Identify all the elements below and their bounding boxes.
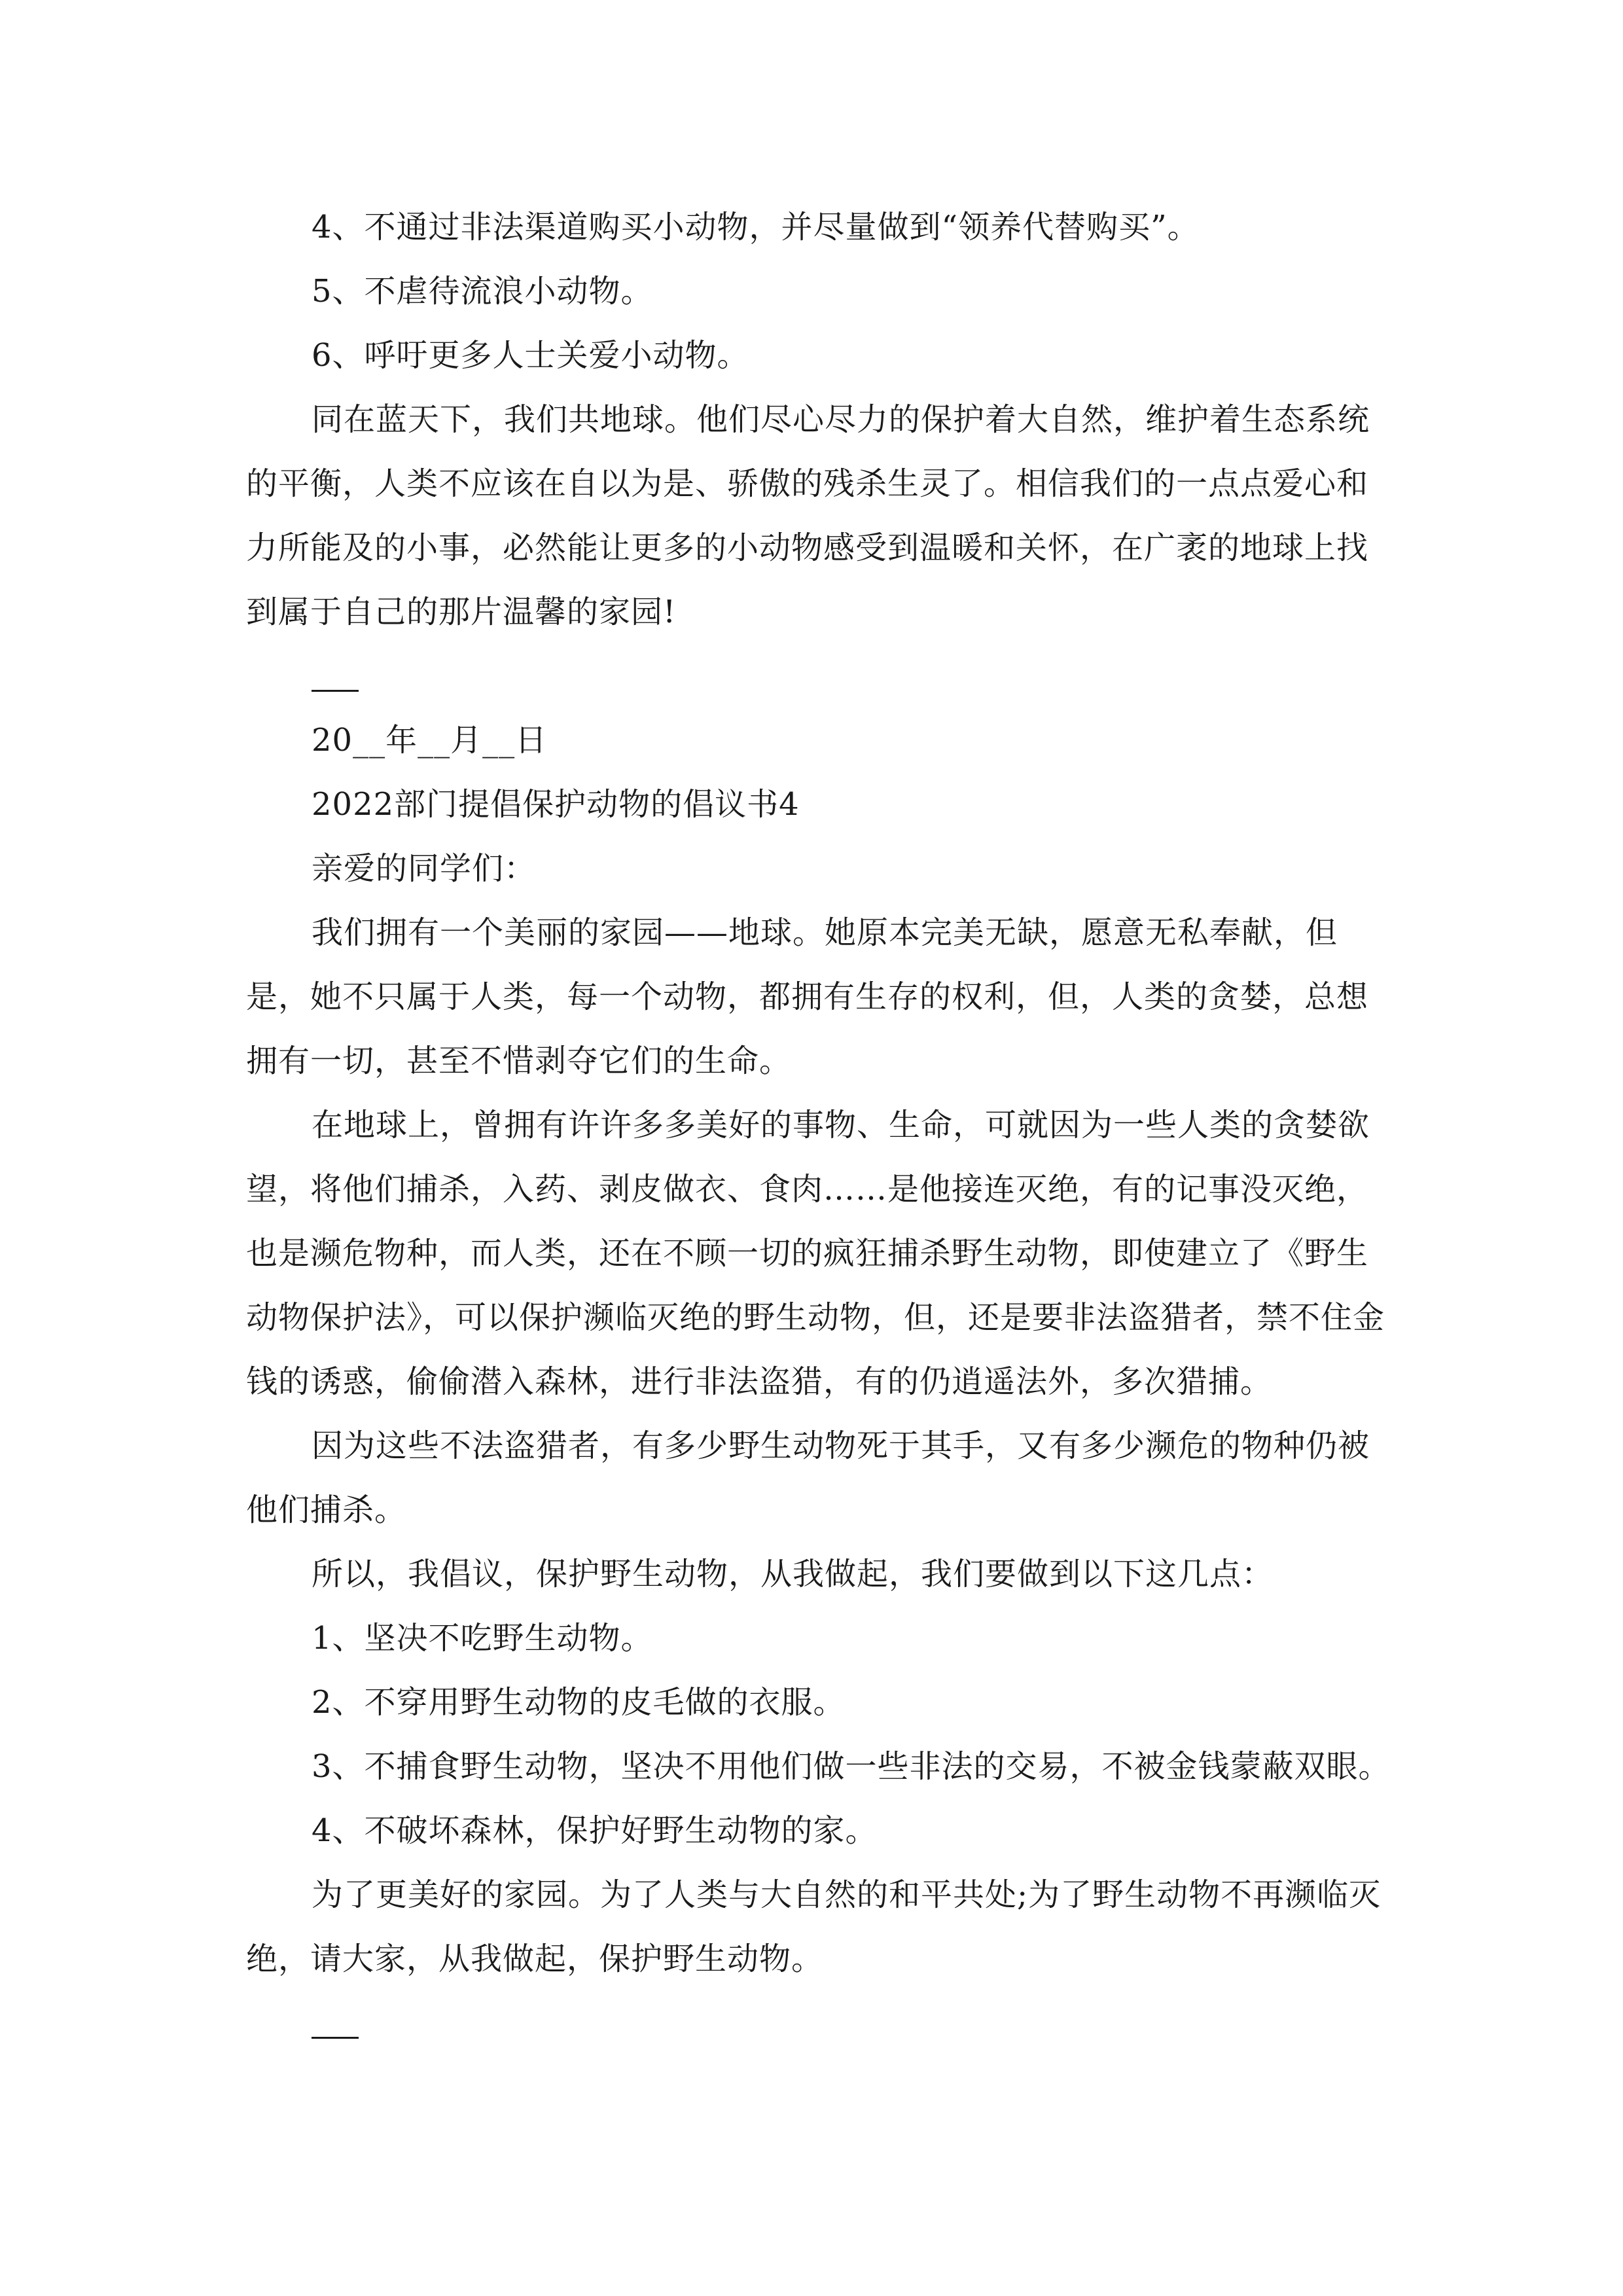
list-item: 5、不虐待流浪小动物。 xyxy=(312,273,653,310)
list-item: 1、坚决不吃野生动物。 xyxy=(312,1620,653,1657)
paragraph: 在地球上，曾拥有许许多多美好的事物、生命，可就因为一些人类的贪婪欲望，将他们捕杀，入药、剥皮做衣、食肉……是他接连灭绝，有的记事没灭绝，也是濒危物种，而人类，还在不顾一切的疯狂捕杀野生动物，即使建立了《野生动物保护法》，可以保护濒临灭绝的野生动物，但，还是要非法盗猎者，禁不住金钱的诱惑，偷偷潜入森林，进行非法盗猎，有的仍逍遥法外，多次猎捕。 xyxy=(246,1107,1385,1400)
document-body xyxy=(246,195,1393,2055)
list-item: 6、呼吁更多人士关爱小动物。 xyxy=(312,337,749,374)
list-item: 3、不捕食野生动物，坚决不用他们做一些非法的交易，不被金钱蒙蔽双眼。 xyxy=(312,1748,1391,1785)
paragraph: 因为这些不法盗猎者，有多少野生动物死于其手，又有多少濒危的物种仍被他们捕杀。 xyxy=(246,1427,1370,1528)
greeting: 亲爱的同学们： xyxy=(312,850,537,887)
list-item: 4、不破坏森林，保护好野生动物的家。 xyxy=(312,1812,878,1849)
paragraph: 所以，我倡议，保护野生动物，从我做起，我们要做到以下这几点： xyxy=(312,1556,1274,1592)
signature-line xyxy=(312,1991,1393,2055)
closing-paragraph: 为了更美好的家园。为了人类与大自然的和平共处;为了野生动物不再濒临灭绝，请大家，从我做起，保护野生动物。 xyxy=(246,1876,1382,1977)
paragraph: 我们拥有一个美丽的家园——地球。她原本完美无缺，愿意无私奉献，但是，她不只属于人类，每一个动物，都拥有生存的权利，但，人类的贪婪，总想拥有一切，甚至不惜剥夺它们的生命。 xyxy=(246,914,1369,1079)
date-line: 20__年__月__日 xyxy=(312,722,548,759)
list-item: 4、不通过非法渠道购买小动物，并尽量做到“领养代替购买”。 xyxy=(312,209,1200,245)
list-item: 2、不穿用野生动物的皮毛做的衣服。 xyxy=(312,1684,846,1721)
closing-paragraph: 同在蓝天下，我们共地球。他们尽心尽力的保护着大自然，维护着生态系统的平衡，人类不应该在自以为是、骄傲的残杀生灵了。相信我们的一点点爱心和力所能及的小事，必然能让更多的小动物感受到温暖和关怀，在广袤的地球上找到属于自己的那片温馨的家园! xyxy=(246,401,1370,630)
document-title: 2022部门提倡保护动物的倡议书4 xyxy=(312,786,800,823)
signature-line xyxy=(312,644,1393,708)
